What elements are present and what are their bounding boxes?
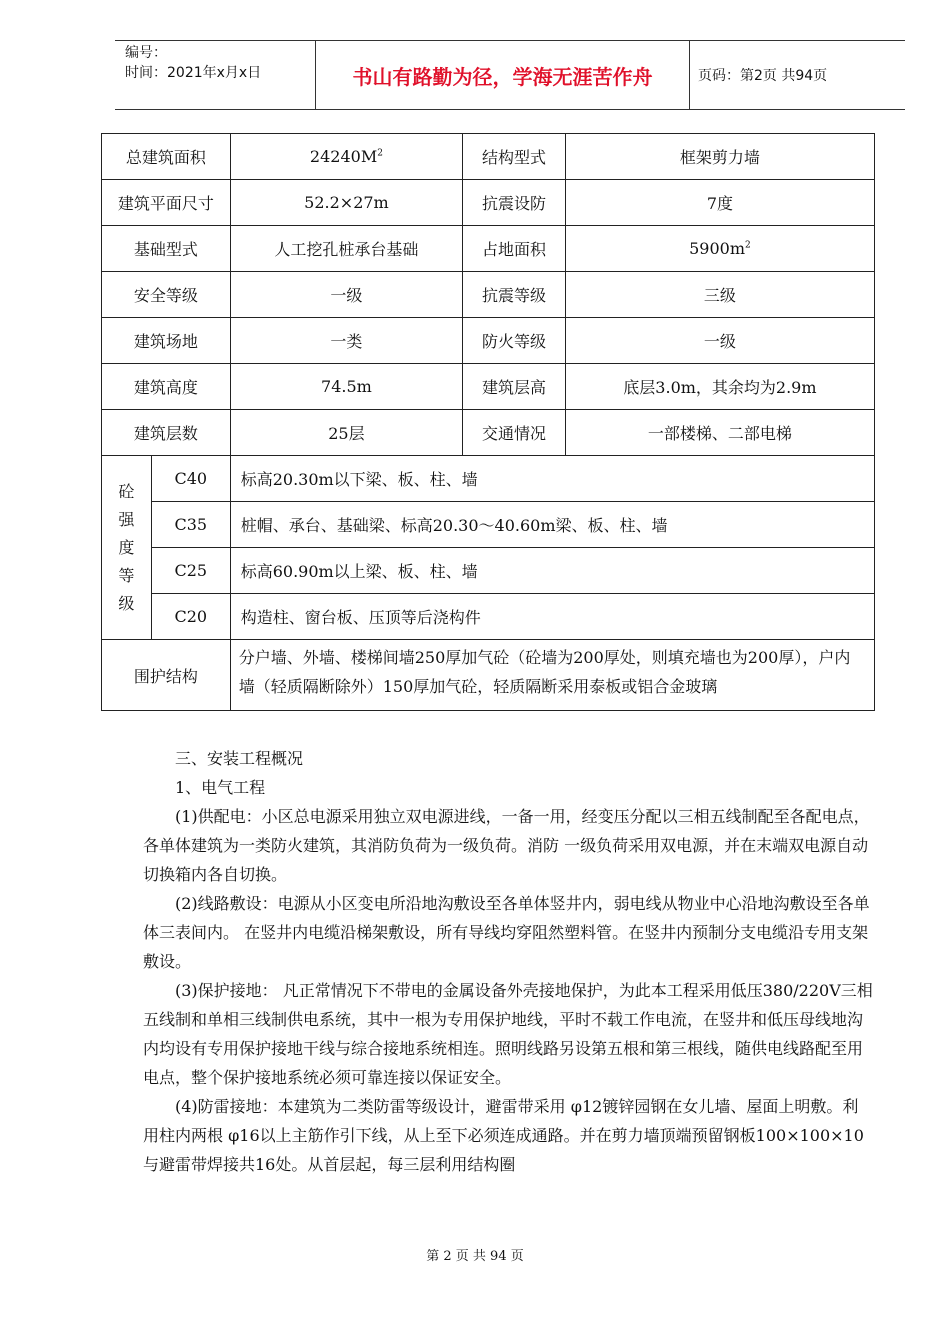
spec-key: 建筑层数 [102,410,231,456]
spec-key: 防火等级 [463,318,566,364]
spec-value: $5900m^2$ [565,226,874,272]
spec-value: 52.2×27m [230,180,462,226]
spec-value: 三级 [565,272,874,318]
concrete-desc: 标高20.30m以下梁、板、柱、墙 [230,456,874,502]
paragraph: (3)保护接地： 凡正常情况下不带电的金属设备外壳接地保护，为此本工程采用低压380/220V三相五线制和单相三线制供电系统，其中一根为专用保护地线，平时不载工作电流，在竖井和低压母线地沟内均设有专用保护接地干线与综合接地系统相连。照明线路另设第五根和第三根线，随供电线路配至用电点，整个保护接地系统必须可靠连接以保证安全。 [143,981,873,1087]
building-spec-table [101,133,875,711]
table-row [102,318,875,364]
concrete-strength-label-text: 砼 强 度 等 级 [118,481,135,613]
enclosure-text: 分户墙、外墙、楼梯间墙250厚加气砼（砼墙为200厚处，则填充墙也为200厚），户内墙（轻质隔断除外）150厚加气砼，轻质隔断采用泰板或铝合金玻璃 [238,648,851,696]
spec-key: 交通情况 [463,410,566,456]
table-row [102,456,875,502]
spec-value: 人工挖孔桩承台基础 [230,226,462,272]
concrete-desc: 构造柱、窗台板、压顶等后浇构件 [230,594,874,640]
spec-value: 一类 [230,318,462,364]
concrete-grade: C40 [151,456,230,502]
paragraph: (4)防雷接地：本建筑为二类防雷等级设计，避雷带采用 φ12镀锌园钢在女儿墙、屋面上明敷。利用柱内两根 φ16以上主筋作引下线，从上至下必须连成通路。并在剪力墙顶端预留钢板100×100×10与避雷带焊接共16处。从首层起，每三层利用结构圈 [143,1097,864,1174]
enclosure-label: 围护结构 [102,640,231,711]
table-row [102,134,875,180]
concrete-strength-label [102,456,152,640]
spec-value: 底层3.0m，其余均为2.9m [565,364,874,410]
table-row [102,502,875,548]
spec-key: 基础型式 [102,226,231,272]
spec-key: 抗震设防 [463,180,566,226]
table-row [102,548,875,594]
section-title: 三、安装工程概况 [175,749,304,768]
spec-value: 25层 [230,410,462,456]
paragraph: (2)线路敷设：电源从小区变电所沿地沟敷设至各单体竖井内，弱电线从物业中心沿地沟敷设至各单体三表间内。 在竖井内电缆沿梯架敷设，所有导线均穿阻然塑料管。在竖井内预制分支电缆沿专用支架敷设。 [143,894,870,971]
spec-value: 7度 [565,180,874,226]
table-row [102,272,875,318]
spec-key: 建筑层高 [463,364,566,410]
table-row [102,640,875,711]
spec-key: 建筑场地 [102,318,231,364]
document-number-label: 编号： [125,45,167,61]
page-header [115,40,905,110]
document-body [143,744,873,1179]
spec-value: 一级 [230,272,462,318]
concrete-desc: 桩帽、承台、基础梁、标高20.30～40.60m梁、板、柱、墙 [230,502,874,548]
header-page-info: 页码：第2页 共94页 [698,68,828,84]
table-row [102,410,875,456]
spec-key: 抗震等级 [463,272,566,318]
paragraph: (1)供配电：小区总电源采用独立双电源进线，一备一用，经变压分配以三相五线制配至各配电点，各单体建筑为一类防火建筑，其消防负荷为一级负荷。消防 一级负荷采用双电源，并在末端双电源自动切换箱内各自切换。 [143,807,870,884]
enclosure-cell [230,640,874,711]
spec-key: 安全等级 [102,272,231,318]
concrete-grade: C25 [151,548,230,594]
subsection-title: 1、电气工程 [175,778,266,797]
spec-value: 一级 [565,318,874,364]
table-row [102,226,875,272]
spec-key: 占地面积 [463,226,566,272]
page-footer: 第 2 页 共 94 页 [426,1249,524,1264]
spec-value: 框架剪力墙 [565,134,874,180]
header-motto: 书山有路勤为径，学海无涯苦作舟 [315,41,690,109]
concrete-desc: 标高60.90m以上梁、板、柱、墙 [230,548,874,594]
table-row [102,364,875,410]
spec-value: $24240M^2$ [230,134,462,180]
spec-key: 建筑平面尺寸 [102,180,231,226]
spec-key: 总建筑面积 [102,134,231,180]
table-row [102,180,875,226]
spec-key: 结构型式 [463,134,566,180]
table-row [102,594,875,640]
header-meta [115,41,315,109]
spec-value: 一部楼梯、二部电梯 [565,410,874,456]
concrete-grade: C20 [151,594,230,640]
concrete-grade: C35 [151,502,230,548]
spec-key: 建筑高度 [102,364,231,410]
spec-value: 74.5m [230,364,462,410]
document-time-label: 时间：2021年x月x日 [125,65,262,81]
